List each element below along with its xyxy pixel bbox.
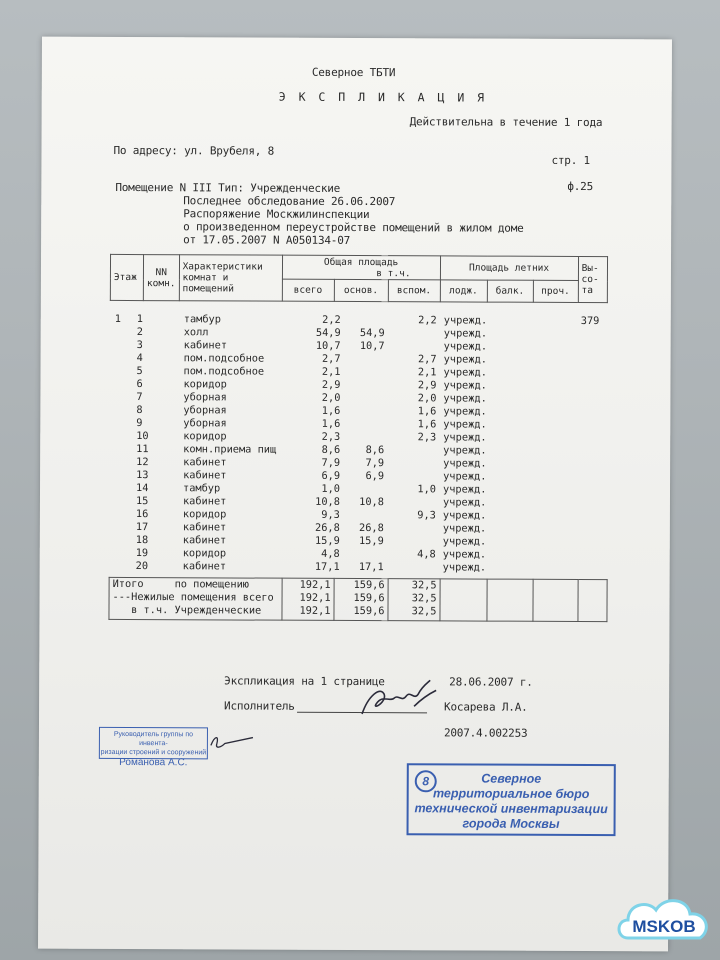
room-type: учрежд. <box>442 522 487 535</box>
room-n: 10 <box>136 430 149 443</box>
room-all: 2,0 <box>321 391 341 404</box>
total-height <box>578 579 607 621</box>
room-n: 6 <box>136 378 143 391</box>
room-name: кабинет <box>183 469 227 482</box>
order-line-2: о произведенном переустройстве помещений в жилом доме <box>183 220 524 235</box>
room-all: 10,7 <box>315 339 341 352</box>
room-main: 8,6 <box>365 444 385 457</box>
stamp-line-2: территориальное бюро <box>432 786 590 802</box>
room-name: комн.приема пищ <box>183 443 277 456</box>
room-aux: 4,8 <box>417 548 436 561</box>
room-rows <box>110 312 600 574</box>
room-aux: 1,0 <box>417 483 437 496</box>
form-number: ф.25 <box>567 179 594 194</box>
room-all: 54,9 <box>315 326 341 339</box>
room-name: кабинет <box>182 534 227 547</box>
stamp-line-1: Северное <box>481 771 542 786</box>
col-total-area <box>282 255 440 280</box>
total-all-1: 192,1 <box>299 578 331 591</box>
room-name: пом.подсобное <box>183 352 265 365</box>
room-n: 9 <box>136 417 143 430</box>
room-n: 16 <box>135 508 149 521</box>
order-line-1: Распоряжение Москжилинспекции <box>183 207 370 222</box>
room-name: коридор <box>182 547 227 560</box>
col-room-number: NN комн. <box>143 255 179 301</box>
room-n: 18 <box>135 534 149 547</box>
room-main: 6,9 <box>365 470 385 483</box>
logo-text: MSKOB <box>632 917 696 936</box>
room-all: 2,3 <box>321 430 341 443</box>
room-name: кабинет <box>182 495 227 508</box>
col-balcony: балк. <box>487 280 533 302</box>
room-type: учрежд. <box>442 483 487 496</box>
org-name: Северное ТБТИ <box>311 65 396 80</box>
room-n: 13 <box>136 469 149 482</box>
room-name: тамбур <box>183 313 221 326</box>
total-main-2: 159,6 <box>353 591 385 605</box>
room-all: 15,9 <box>314 534 340 547</box>
room-main: 54,9 <box>359 327 385 340</box>
mskob-logo <box>614 888 714 950</box>
document-title: Э К С П Л И К А Ц И Я <box>278 89 488 105</box>
room-type: учрежд. <box>443 418 487 431</box>
room-n: 14 <box>135 482 149 495</box>
page-number: стр. 1 <box>551 153 591 168</box>
room-name: коридор <box>183 378 227 391</box>
room-name: кабинет <box>183 456 227 469</box>
room-n: 20 <box>135 560 149 573</box>
room-type: учрежд. <box>443 405 487 418</box>
stamp-small-line-1: Руководитель группы по инвента- <box>113 730 194 748</box>
executor-label: Исполнитель <box>224 699 295 713</box>
room-type: учрежд. <box>443 353 488 366</box>
total-main-1: 159,6 <box>353 578 385 592</box>
room-all: 4,8 <box>321 547 340 560</box>
room-type: учрежд. <box>442 548 487 561</box>
room-all: 1,6 <box>321 417 341 430</box>
address: По адресу: ул. Врубеля, 8 <box>113 143 275 158</box>
room-type: учрежд. <box>443 431 487 444</box>
room-type: учрежд. <box>443 444 487 457</box>
total-label-3: в т.ч. Учрежденческие <box>112 603 262 617</box>
validity-note: Действительна в течение 1 года <box>409 115 603 130</box>
footer-pages: Экспликация на 1 странице <box>224 674 385 689</box>
room-type: учрежд. <box>443 392 487 405</box>
order-line-3: от 17.05.2007 N A050134-07 <box>183 233 351 247</box>
room-name: пом.подсобное <box>183 365 265 378</box>
total-label-1: Итого по помещению <box>112 577 250 591</box>
room-all: 7,9 <box>321 456 341 469</box>
room-name: тамбур <box>182 482 221 495</box>
room-n: 4 <box>136 352 143 365</box>
room-aux: 2,2 <box>418 314 437 327</box>
premises-type: Помещение N III Тип: Учрежденческие <box>115 180 341 195</box>
total-main-3: 159,6 <box>353 604 385 618</box>
col-aux: вспом. <box>388 280 440 302</box>
last-examination: Последнее обследование 26.06.2007 <box>183 194 396 209</box>
col-other: проч. <box>533 280 578 302</box>
col-all: всего <box>282 279 334 301</box>
room-all: 9,3 <box>321 508 340 521</box>
room-type: учрежд. <box>442 496 487 509</box>
room-all: 2,1 <box>321 365 341 378</box>
room-type: учрежд. <box>442 535 487 548</box>
document-page <box>38 37 672 952</box>
col-floor: Этаж <box>110 254 143 300</box>
room-name: коридор <box>182 508 227 521</box>
room-main: 10,8 <box>359 496 384 509</box>
total-other <box>533 579 578 621</box>
room-name: уборная <box>183 391 227 404</box>
room-aux: 2,7 <box>417 353 437 366</box>
room-n: 2 <box>136 326 143 339</box>
room-type: учрежд. <box>443 366 487 379</box>
stamp-number: 8 <box>415 770 437 792</box>
total-loggia <box>440 579 487 621</box>
room-all: 10,8 <box>315 495 340 508</box>
room-name: уборная <box>183 417 227 430</box>
room-n: 8 <box>136 404 143 417</box>
room-all: 2,2 <box>322 313 341 326</box>
stamp-bti <box>407 763 616 836</box>
initials-icon <box>207 731 257 753</box>
stamp-small-line-3: Романова А.С. <box>119 756 188 769</box>
room-aux: 9,3 <box>417 509 436 522</box>
room-aux: 1,6 <box>417 418 437 431</box>
room-aux: 2,9 <box>417 379 437 392</box>
room-type: учрежд. <box>443 457 487 470</box>
total-aux-1: 32,5 <box>411 579 437 592</box>
room-type: учрежд. <box>442 509 487 522</box>
room-all: 26,8 <box>315 521 340 534</box>
stamp-small-line-2: ризации строений и сооружений <box>100 748 207 757</box>
room-n: 5 <box>136 365 143 378</box>
room-aux: 2,0 <box>417 392 437 405</box>
executor-name: Косарева Л.А. <box>444 700 528 714</box>
room-main: 10,7 <box>359 340 385 353</box>
room-type: учрежд. <box>443 340 488 353</box>
total-aux-2: 32,5 <box>411 592 437 605</box>
room-name: холл <box>183 326 209 339</box>
room-main: 7,9 <box>365 457 385 470</box>
room-name: кабинет <box>183 339 228 352</box>
total-all-2: 192,1 <box>299 591 331 604</box>
document-code: 2007.4.002253 <box>443 726 528 740</box>
col-height: Вы- со- та <box>578 256 607 302</box>
room-main: 15,9 <box>358 535 384 548</box>
room-all: 6,9 <box>321 469 341 482</box>
room-aux: 2,1 <box>417 366 437 379</box>
total-all-3: 192,1 <box>299 604 331 617</box>
room-all: 2,7 <box>321 352 341 365</box>
room-type: учрежд. <box>442 561 487 574</box>
room-main: 26,8 <box>359 522 384 535</box>
room-all: 8,6 <box>321 443 341 456</box>
col-main: основ. <box>334 279 388 301</box>
footer-date: 28.06.2007 г. <box>449 675 533 689</box>
room-n: 19 <box>135 547 149 560</box>
total-balcony <box>487 579 533 621</box>
total-area-label: Общая площадь <box>323 256 399 268</box>
room-aux: 2,3 <box>417 431 437 444</box>
room-all: 2,9 <box>321 378 341 391</box>
signature-icon <box>354 676 444 722</box>
col-characteristics: Характеристики комнат и помещений <box>179 255 282 301</box>
col-summer-area: Площадь летних <box>440 256 578 281</box>
room-name: кабинет <box>182 560 227 573</box>
total-label-2: ---Нежилые помещения всего <box>112 590 274 604</box>
totals-table <box>108 577 607 622</box>
room-n: 12 <box>136 456 149 469</box>
room-type: учрежд. <box>443 379 487 392</box>
room-n: 15 <box>135 495 149 508</box>
room-all: 1,6 <box>321 404 341 417</box>
room-main: 17,1 <box>358 561 384 574</box>
room-n: 1 <box>136 313 143 326</box>
room-type: учрежд. <box>443 470 487 483</box>
stamp-line-4: города Москвы <box>462 816 560 831</box>
stamp-group-leader <box>99 727 208 769</box>
room-all: 1,0 <box>321 482 341 495</box>
room-type: учрежд. <box>443 327 488 340</box>
room-n: 3 <box>136 339 143 352</box>
room-name: кабинет <box>182 521 227 534</box>
room-n: 11 <box>136 443 149 456</box>
incl-label: в т.ч. <box>376 267 411 279</box>
room-type: учрежд. <box>443 314 488 327</box>
col-loggia: лодж. <box>440 280 487 302</box>
room-name: уборная <box>183 404 227 417</box>
stamp-line-3: технической инвентаризации <box>414 801 608 817</box>
explication-table-header <box>110 254 608 303</box>
total-aux-3: 32,5 <box>411 605 437 618</box>
room-n: 17 <box>135 521 149 534</box>
room-name: коридор <box>183 430 227 443</box>
room-height: 379 <box>580 314 600 328</box>
room-floor: 1 <box>114 312 121 325</box>
room-aux: 1,6 <box>417 405 437 418</box>
room-all: 17,1 <box>314 560 340 573</box>
room-n: 7 <box>136 391 143 404</box>
